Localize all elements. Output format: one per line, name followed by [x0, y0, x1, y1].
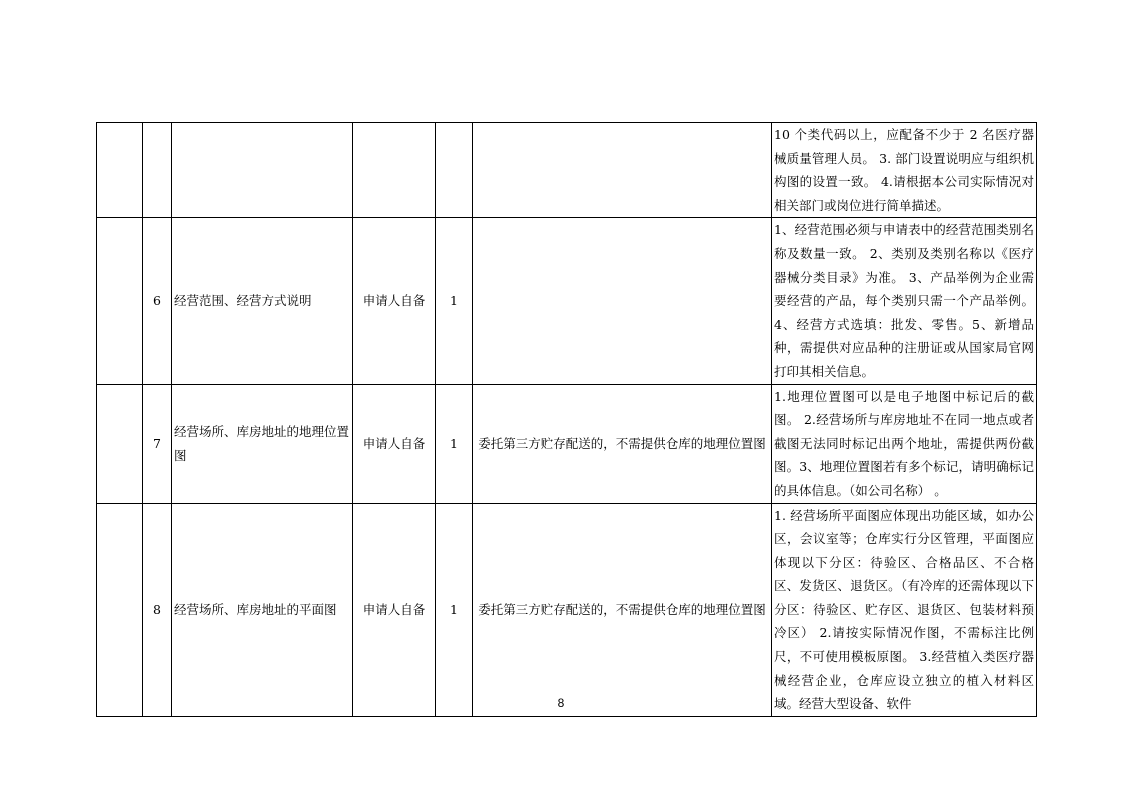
- material-source: 申请人自备: [353, 218, 436, 384]
- table-row: [97, 218, 1037, 384]
- copies-count: 1: [436, 218, 473, 384]
- remark-cell: 委托第三方贮存配送的，不需提供仓库的地理位置图: [473, 384, 772, 503]
- copies-count: [436, 123, 473, 218]
- table-row: [97, 503, 1037, 716]
- material-name: 经营场所、库房地址的平面图: [172, 503, 353, 716]
- requirements-table: [96, 122, 1037, 717]
- copies-count: 1: [436, 384, 473, 503]
- row-number: 6: [143, 218, 172, 384]
- requirements-cell: 1.地理位置图可以是电子地图中标记后的截图。 2.经营场所与库房地址不在同一地点或者截图无法同时标记出两个地址，需提供两份截图。3、地理位置图若有多个标记，请明确标记的具体信息。（如公司名称） 。: [772, 384, 1037, 503]
- category-cell: [97, 123, 143, 218]
- material-source: 申请人自备: [353, 503, 436, 716]
- remark-cell: [473, 123, 772, 218]
- material-name: [172, 123, 353, 218]
- remark-cell: [473, 218, 772, 384]
- table-row: [97, 123, 1037, 218]
- material-name: 经营范围、经营方式说明: [172, 218, 353, 384]
- category-cell: [97, 218, 143, 384]
- remark-cell: 委托第三方贮存配送的，不需提供仓库的地理位置图: [473, 503, 772, 716]
- requirements-cell: 1. 经营场所平面图应体现出功能区域，如办公区，会议室等；仓库实行分区管理，平面图应体现以下分区：待验区、合格品区、不合格区、发货区、退货区。（有冷库的还需体现以下分区：待验区、贮存区、退货区、包装材料预冷区） 2.请按实际情况作图，不需标注比例尺，不可使用模板原图。 3.经营植入类医疗器械经营企业，仓库应设立独立的植入材料区域。经营大型设备、软件: [772, 503, 1037, 716]
- requirements-cell: 10 个类代码以上，应配备不少于 2 名医疗器械质量管理人员。 3. 部门设置说明应与组织机构图的设置一致。 4.请根据本公司实际情况对相关部门或岗位进行简单描述。: [772, 123, 1037, 218]
- copies-count: 1: [436, 503, 473, 716]
- category-cell: [97, 384, 143, 503]
- table-row: [97, 384, 1037, 503]
- material-name: 经营场所、库房地址的地理位置图: [172, 384, 353, 503]
- page-number: 8: [557, 696, 565, 710]
- category-cell: [97, 503, 143, 716]
- row-number: 7: [143, 384, 172, 503]
- material-source: 申请人自备: [353, 384, 436, 503]
- row-number: 8: [143, 503, 172, 716]
- requirements-cell: 1、经营范围必须与申请表中的经营范围类别名称及数量一致。 2、类别及类别名称以《医疗器械分类目录》为准。 3、产品举例为企业需要经营的产品，每个类别只需一个产品举例。 4、经营方式选填：批发、零售。5、新增品种，需提供对应品种的注册证或从国家局官网打印其相关信息。: [772, 218, 1037, 384]
- material-source: [353, 123, 436, 218]
- row-number: [143, 123, 172, 218]
